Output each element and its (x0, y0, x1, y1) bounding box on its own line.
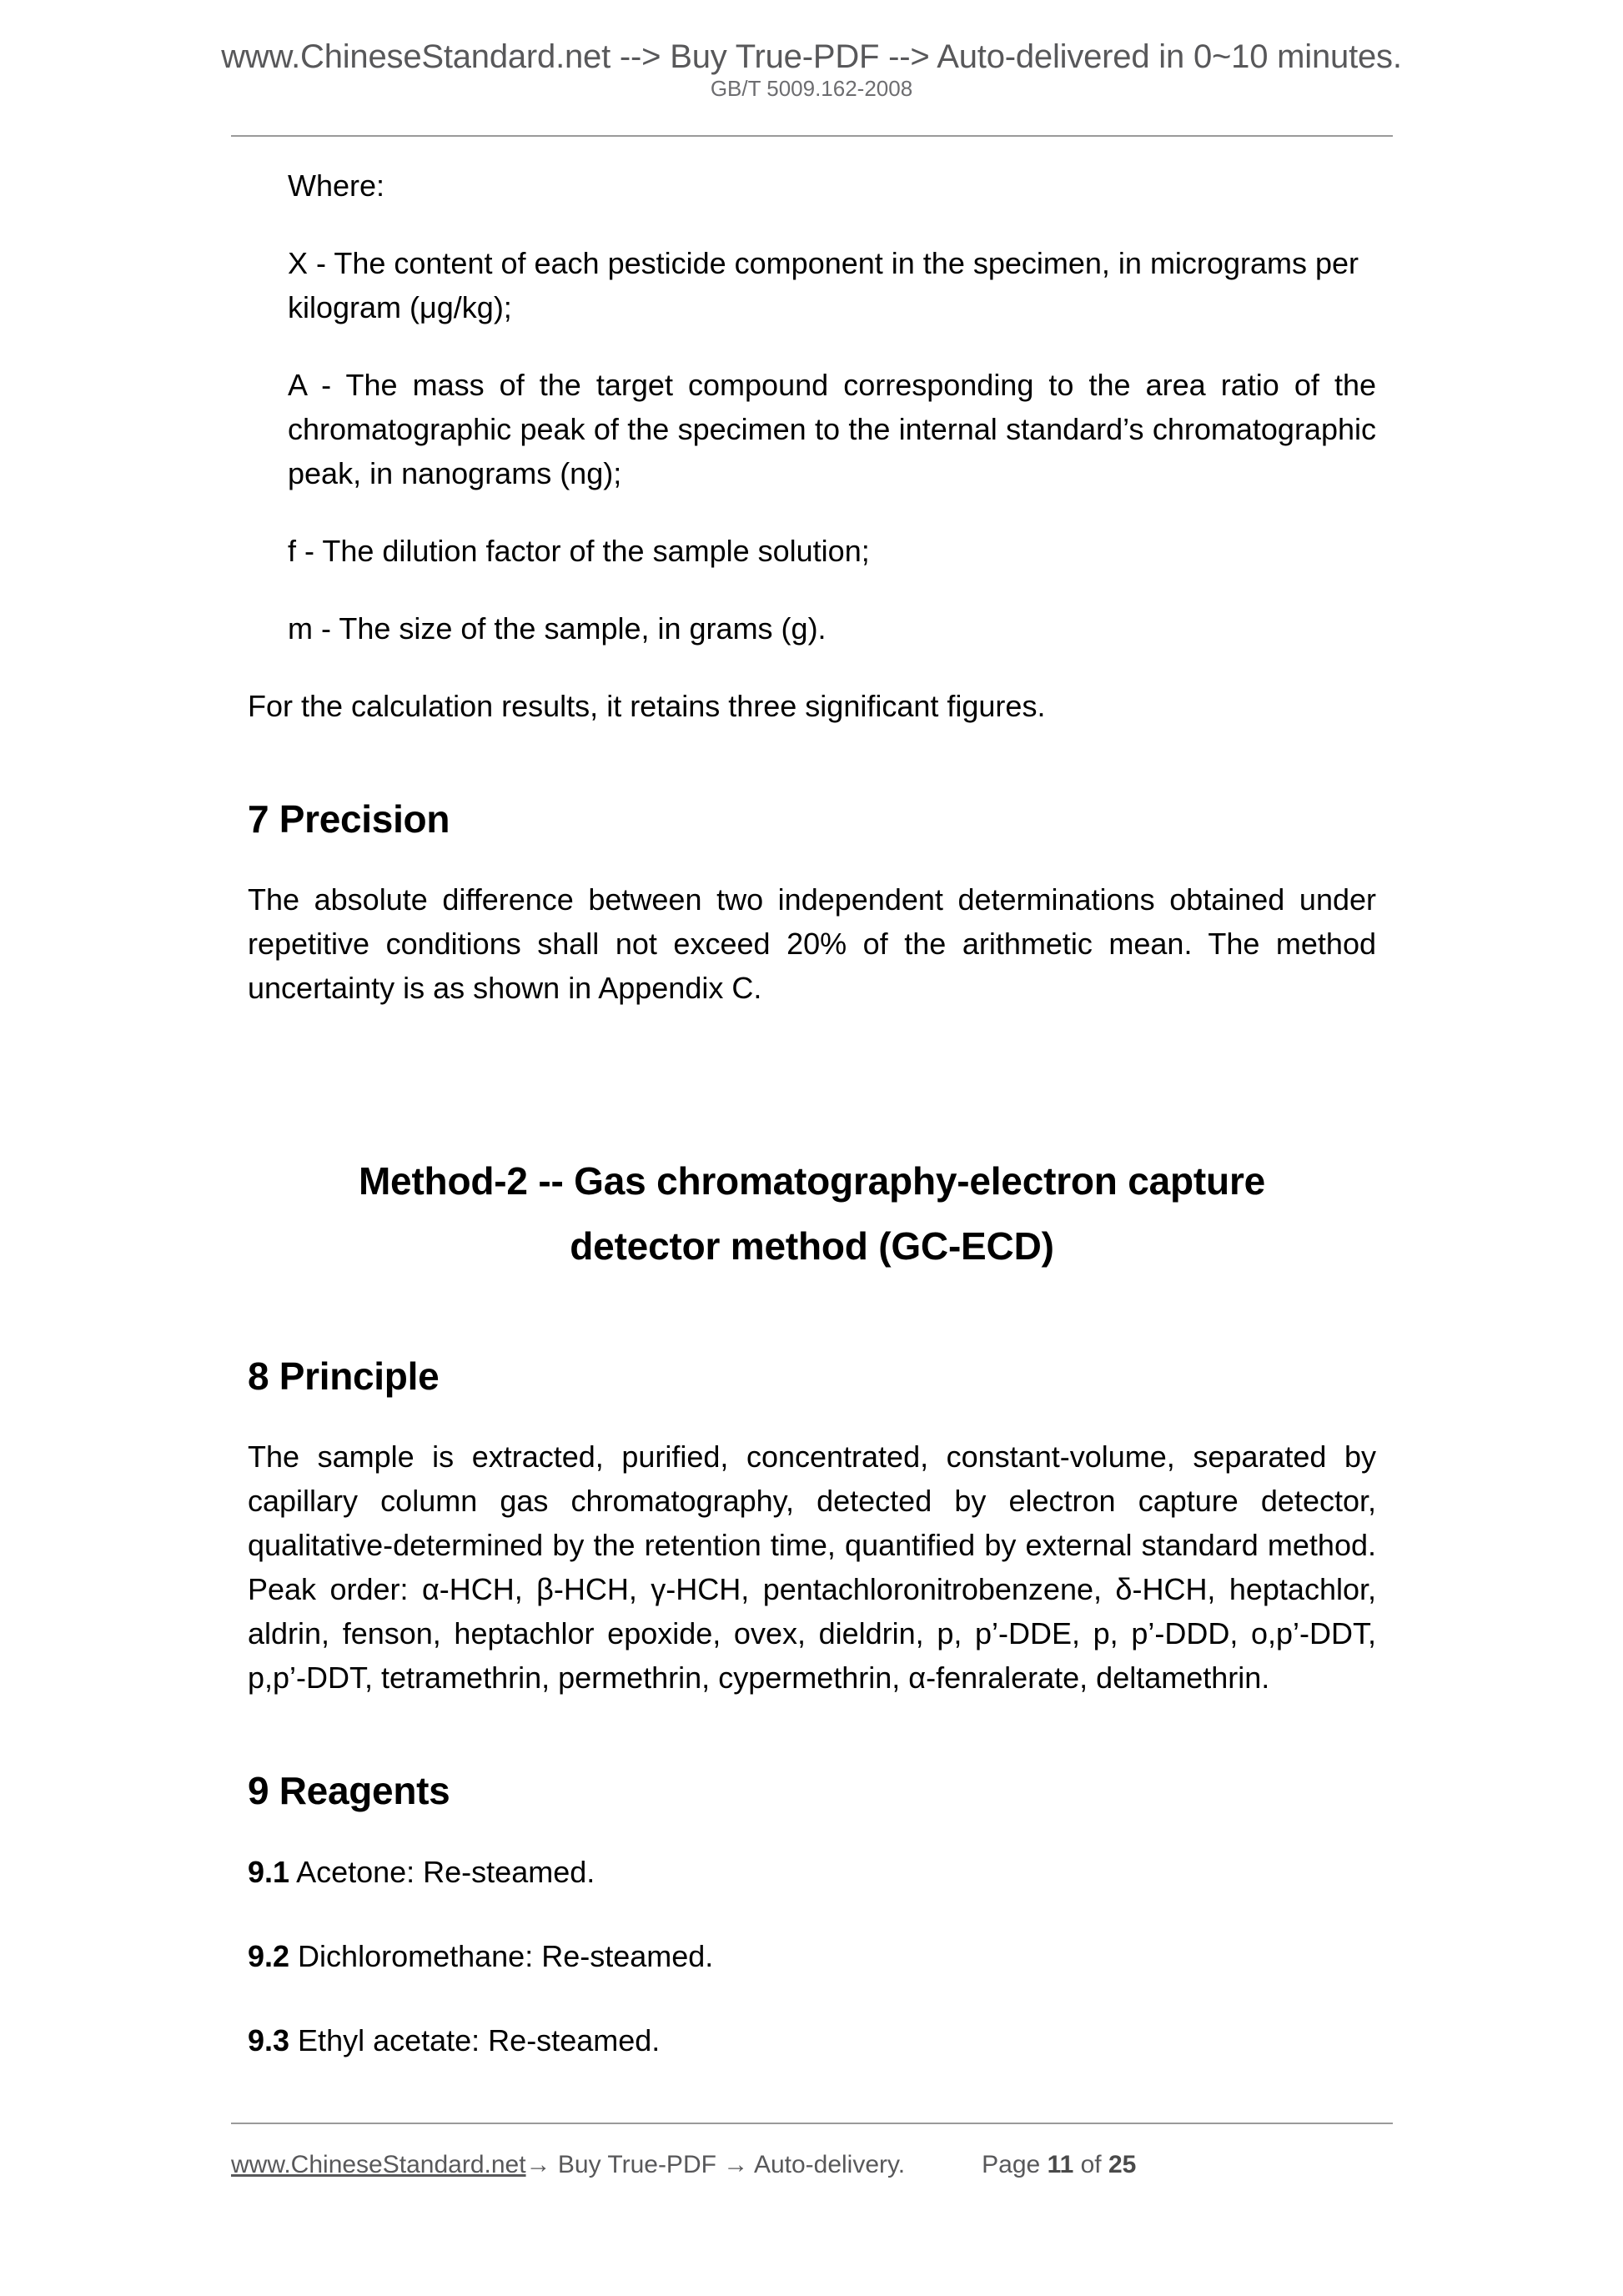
significant-figures-note: For the calculation results, it retains three significant figures. (248, 689, 1046, 723)
spacer (248, 1042, 1376, 1148)
header-promo-text: www.ChineseStandard.net --> Buy True-PDF --> Auto-delivered in 0~10 minutes. (221, 38, 1402, 75)
footer-website-link[interactable]: www.ChineseStandard.net (231, 2151, 526, 2178)
spacer (248, 760, 1376, 796)
definition-m: m - The size of the sample, in grams (g). (288, 611, 827, 646)
precision-body-text: The absolute difference between two independent determinations obtained under repetitive conditions shall not exceed 20% of the arithmetic mean. The method uncertainty is as shown in Appendix C. (248, 882, 1376, 1006)
reagent-item (248, 1934, 1376, 1978)
reagent-text: Ethyl acetate: Re-steamed. (289, 2022, 661, 2057)
heading-principle: 8 Principle (248, 1354, 440, 1399)
header-divider (231, 135, 1393, 137)
where-definition-block (288, 163, 1376, 651)
spacer (248, 842, 1376, 877)
heading-precision: 7 Precision (248, 797, 450, 841)
page-header (0, 38, 1623, 101)
reagent-item (248, 1850, 1376, 1894)
method-title-line-2: detector method (GC-ECD) (570, 1224, 1054, 1269)
spacer (248, 1279, 1376, 1354)
definition-x: X - The content of each pesticide component in the specimen, in micrograms per kilogram (μg/kg); (288, 246, 1359, 324)
page-number-indicator (982, 2150, 1136, 2180)
reagent-item (248, 2018, 1376, 2062)
reagent-text: Acetone: Re-steamed. (289, 1854, 595, 1889)
reagent-number: 9.1 (248, 1854, 290, 1889)
spacer (248, 1399, 1376, 1434)
heading-reagents: 9 Reagents (248, 1769, 450, 1813)
definition-a: A - The mass of the target compound corresponding to the area ratio of the chromatographic peak of the specimen to the internal standard’s chromatographic peak, in nanograms (ng); (288, 368, 1376, 490)
footer-delivery-text: Auto-delivery. (748, 2151, 906, 2178)
reagent-number: 9.2 (248, 1938, 290, 1973)
method-title-line-1: Method-2 -- Gas chromatography-electron capture (358, 1159, 1266, 1203)
total-page-number: 25 (1108, 2151, 1137, 2178)
arrow-right-icon: → (525, 2151, 551, 2178)
spacer (248, 1731, 1376, 1768)
definition-f: f - The dilution factor of the sample solution; (288, 534, 870, 568)
footer-buy-text: Buy True-PDF (550, 2151, 724, 2178)
reagent-text: Dichloromethane: Re-steamed. (289, 1938, 714, 1973)
reagent-number: 9.3 (248, 2022, 290, 2057)
page-footer (231, 2150, 1393, 2180)
header-standard-code: GB/T 5009.162-2008 (710, 76, 913, 101)
arrow-right-icon-2: → (723, 2151, 749, 2178)
method-title (248, 1148, 1376, 1279)
principle-body-text: The sample is extracted, purified, concentrated, constant-volume, separated by capillary column gas chromatography, detected by electron capture detector, qualitative-determined by the retention time, quantified by external standard method. Peak order: α-HCH, β-HCH, γ-HCH, pentachloronitrobenzene, δ-HCH, heptachlor, aldrin, fenson, heptachlor epoxide, ovex, dieldrin, p, p’-DDE, p, p’-DDD, o,p’-DDT, p,p’-DDT, tetramethrin, permethrin, cypermethrin, α-fenralerate, deltamethrin. (248, 1439, 1376, 1696)
footer-promo (231, 2151, 905, 2178)
where-label: Where: (288, 168, 385, 203)
spacer (248, 1815, 1376, 1850)
footer-divider (231, 2123, 1393, 2124)
document-content (248, 163, 1376, 2103)
current-page-number: 11 (1047, 2151, 1074, 2178)
of-label: of (1080, 2151, 1102, 2178)
page-label: Page (982, 2151, 1041, 2178)
